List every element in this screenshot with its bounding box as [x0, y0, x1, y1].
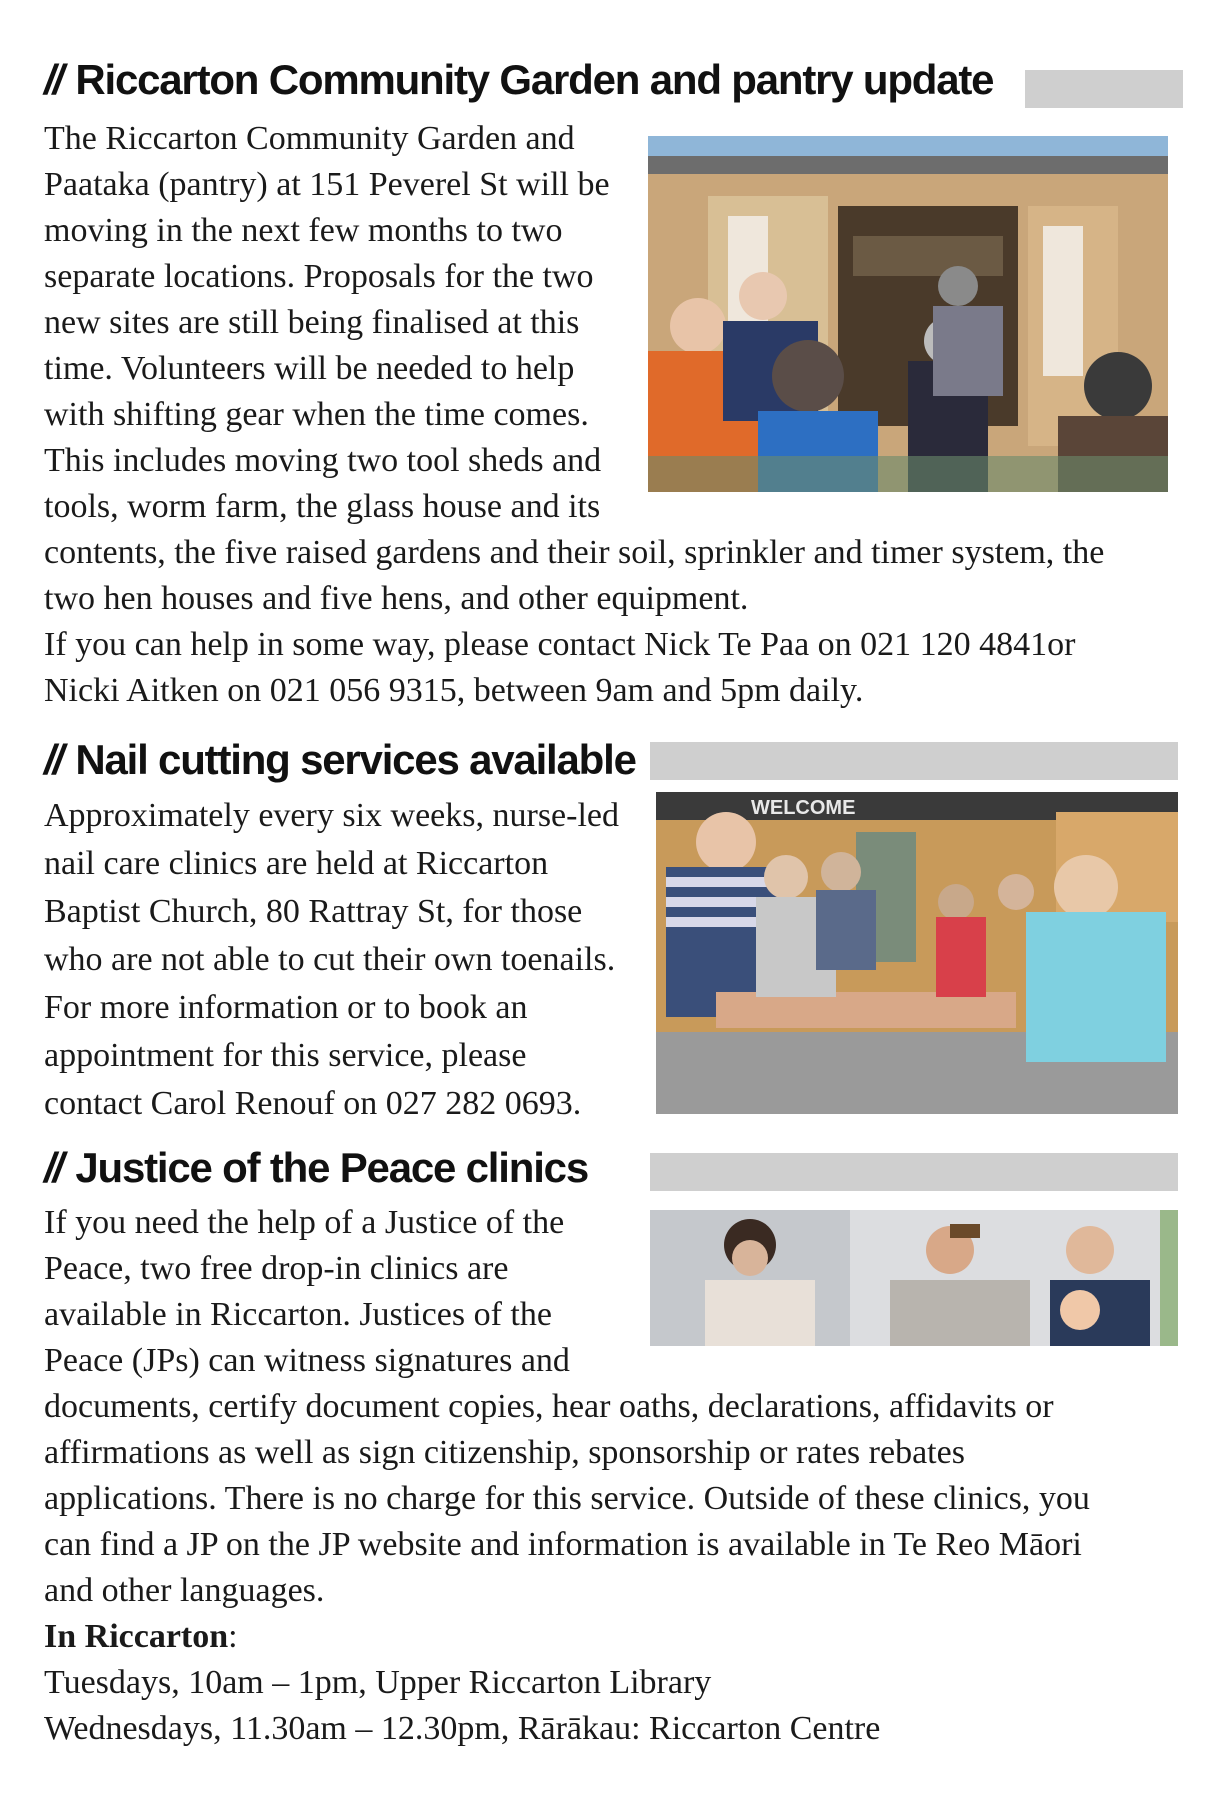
slashes-icon: //	[44, 736, 62, 783]
garden-line-9: tools, worm farm, the glass house and its	[44, 488, 601, 525]
jp-line-2: Peace, two free drop-in clinics are	[44, 1250, 509, 1287]
jp-clinic-photo	[650, 1210, 1178, 1346]
nails-line-7: contact Carol Renouf on 027 282 0693.	[44, 1085, 582, 1122]
nails-line-3: Baptist Church, 80 Rattray St, for those	[44, 893, 583, 930]
jp-line-7: applications. There is no charge for this service. Outside of these clinics, you	[44, 1480, 1090, 1517]
garden-line-12: If you can help in some way, please contact Nick Te Paa on 021 120 4841or	[44, 626, 1076, 663]
jp-line-4: Peace (JPs) can witness signatures and	[44, 1342, 570, 1379]
garden-line-8: This includes moving two tool sheds and	[44, 442, 602, 479]
jp-heading-text: Justice of the Peace clinics	[75, 1144, 588, 1191]
nails-line-2: nail care clinics are held at Riccarton	[44, 845, 549, 882]
garden-line-3: moving in the next few months to two	[44, 212, 563, 249]
garden-heading	[44, 56, 993, 104]
slashes-icon: //	[44, 1144, 62, 1191]
nails-line-6: appointment for this service, please	[44, 1037, 527, 1074]
garden-heading-bar	[1025, 70, 1183, 108]
garden-pantry-photo	[648, 136, 1168, 492]
garden-line-13: Nicki Aitken on 021 056 9315, between 9am and 5pm daily.	[44, 672, 864, 709]
garden-line-2: Paataka (pantry) at 151 Peverel St will be	[44, 166, 610, 203]
nails-line-1: Approximately every six weeks, nurse-led	[44, 797, 619, 834]
garden-line-1: The Riccarton Community Garden and	[44, 120, 575, 157]
jp-line-9: and other languages.	[44, 1572, 325, 1609]
garden-line-10: contents, the five raised gardens and their soil, sprinkler and timer system, the	[44, 534, 1105, 571]
photo-sign-text: WELCOME	[751, 797, 856, 819]
nails-heading-text: Nail cutting services available	[75, 736, 636, 783]
jp-line-5: documents, certify document copies, hear oaths, declarations, affidavits or	[44, 1388, 1054, 1425]
jp-heading	[44, 1144, 588, 1192]
jp-line-3: available in Riccarton. Justices of the	[44, 1296, 552, 1333]
garden-line-4: separate locations. Proposals for the two	[44, 258, 594, 295]
jp-line-8: can find a JP on the JP website and information is available in Te Reo Māori	[44, 1526, 1082, 1563]
garden-heading-text: Riccarton Community Garden and pantry update	[75, 56, 994, 103]
slashes-icon: //	[44, 56, 62, 103]
nails-line-4: who are not able to cut their own toenails.	[44, 941, 616, 978]
jp-line-6: affirmations as well as sign citizenship, sponsorship or rates rebates	[44, 1434, 965, 1471]
jp-heading-bar	[650, 1153, 1178, 1191]
nail-clinic-photo	[656, 792, 1178, 1114]
garden-line-7: with shifting gear when the time comes.	[44, 396, 589, 433]
garden-line-5: new sites are still being finalised at this	[44, 304, 580, 341]
in-riccarton-label: In Riccarton	[44, 1618, 229, 1655]
schedule-wednesday: Wednesdays, 11.30am – 12.30pm, Rārākau: Riccarton Centre	[44, 1710, 881, 1747]
nails-heading	[44, 736, 636, 784]
nails-line-5: For more information or to book an	[44, 989, 528, 1026]
garden-line-11: two hen houses and five hens, and other equipment.	[44, 580, 749, 617]
in-riccarton-heading	[44, 1614, 238, 1660]
in-riccarton-colon: :	[228, 1618, 238, 1655]
schedule-tuesday: Tuesdays, 10am – 1pm, Upper Riccarton Library	[44, 1664, 712, 1701]
nails-heading-bar	[650, 742, 1178, 780]
jp-line-1: If you need the help of a Justice of the	[44, 1204, 565, 1241]
garden-line-6: time. Volunteers will be needed to help	[44, 350, 575, 387]
